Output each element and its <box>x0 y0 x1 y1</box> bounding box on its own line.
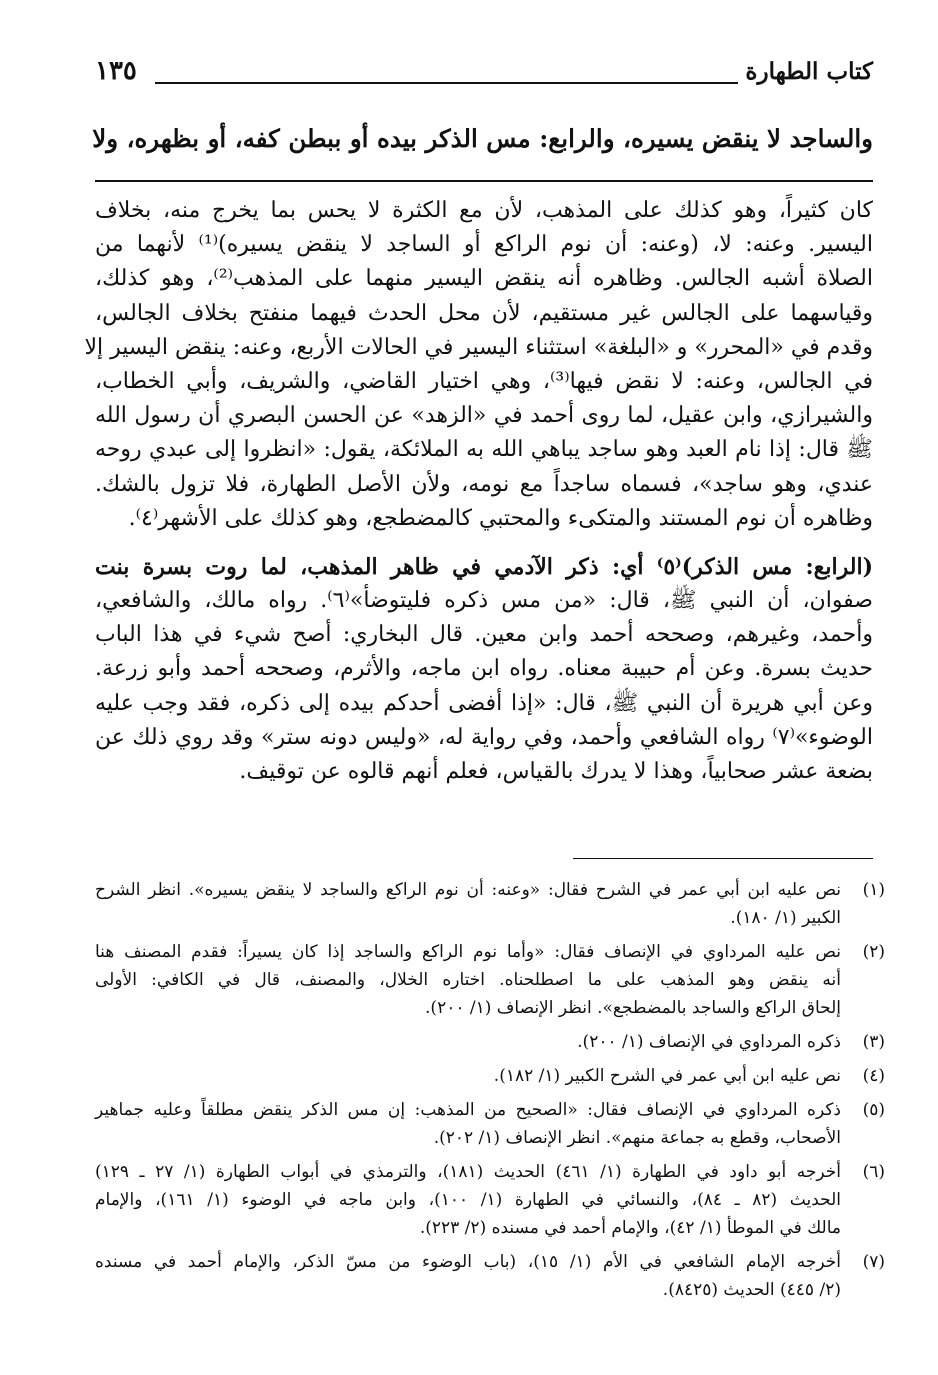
running-header <box>95 58 873 92</box>
footnote-number: (٣) <box>862 1032 885 1052</box>
footnote-line: أخرجه أبو داود في الطهارة (١/ ٤٦١) الحديث (١٨١)، والترمذي في أبواب الطهارة (١/ ٢٧ ـ ١٢٩) <box>95 1162 842 1182</box>
footnote-line: أنه ينقض وهو المذهب على ما اصطلحناه. اختاره الخلال، والمصنف، قال في الكافي: الأولى <box>95 970 841 990</box>
footnote-line: (٢/ ٤٤٥) الحديث (٨٤٢٥). <box>662 1280 841 1300</box>
footnote-number: (٥) <box>862 1100 885 1120</box>
footnote-line: مالك في الموطأ (١/ ٤٢)، والإمام أحمد في مسنده (٢/ ٢٢٣). <box>419 1218 841 1238</box>
footnote-line: ذكره المرداوي في الإنصاف فقال: «الصحيح من المذهب: إن مس الذكر ينقض مطلقاً وعليه جماهير <box>95 1100 841 1120</box>
body-line: عندي، وهو ساجد»، فسماه ساجداً مع نومه، ولأن الأصل الطهارة، فلا تزول بالشك. <box>95 471 873 497</box>
body-line: ﷺ قال: إذا نام العبد وهو ساجد يباهي الله به الملائكة، يقول: «انظروا إلى عبدي روحه <box>95 437 873 463</box>
footnote-number: (٤) <box>862 1066 885 1086</box>
body-line: والشيرازي، وابن عقيل، لما روى أحمد في «الزهد» عن الحسن البصري أن رسول الله <box>95 403 873 429</box>
body-line: صفوان، أن النبي ﷺ، قال: «من مس ذكره فليتوضأ»⁽٦⁾. رواه مالك، والشافعي، <box>95 588 873 614</box>
body-line: الوضوء»⁽٧⁾ رواه الشافعي وأحمد، وفي رواية له، «وليس دونه ستر» وقد روي ذلك عن <box>95 724 873 750</box>
matn-divider <box>95 180 873 182</box>
footnote-line: الحديث (٨٢ ـ ٨٤)، والنسائي في الطهارة (١/ ١٠٠)، وابن ماجه في الوضوء (١/ ١٦١)، والإمام <box>95 1190 842 1210</box>
footnote-line: نص عليه المرداوي في الإنصاف فقال: «وأما نوم الراكع والساجد إذا كان يسيراً: فقدم المصنف هنا <box>95 942 841 962</box>
header-rule <box>155 82 738 84</box>
commentary-body <box>84 194 874 789</box>
body-line: في الجالس، وعنه: لا نقض فيها⁽³⁾، وهي اختيار القاضي، والشريف، وأبي الخطاب، <box>95 368 873 394</box>
body-line: وظاهره أن نوم المستند والمتكىء والمحتبي كالمضطجع، وهو كذلك على الأشهر⁽٤⁾. <box>128 505 873 531</box>
paragraph-gap <box>95 536 873 550</box>
footnote-line: نص عليه ابن أبي عمر في الشرح الكبير (١/ ١٨٢). <box>493 1066 841 1086</box>
body-line: وعن أبي هريرة أن النبي ﷺ، قال: «إذا أفضى أحدكم بيده إلى ذكره، فقد وجب عليه <box>95 690 873 716</box>
footnote-line: ذكره المرداوي في الإنصاف (١/ ٢٠٠). <box>577 1032 841 1052</box>
footnote-line: نص عليه ابن أبي عمر في الشرح فقال: «وعنه: أن نوم الراكع والساجد لا ينقض يسيره». انظر الشرح <box>95 880 841 900</box>
footnote <box>95 876 885 932</box>
footnote-line: إلحاق الراكع والساجد بالمضطجع». انظر الإنصاف (١/ ٢٠٠). <box>425 998 841 1018</box>
body-line: وقياسهما على الجالس غير مستقيم، لأن محل الحدث فيهما منفتح بخلاف الجالس، <box>95 300 873 326</box>
footnote-number: (٦) <box>862 1162 885 1182</box>
footnote <box>95 1096 885 1152</box>
book-title: كتاب الطهارة <box>745 58 873 85</box>
footnote-line: الكبير (١/ ١٨٠). <box>730 908 841 928</box>
footnote <box>95 938 885 1022</box>
body-line: الصلاة أشبه الجالس. وظاهره أنه ينقض اليسير منهما على المذهب⁽²⁾، وهو كذلك، <box>95 266 874 292</box>
footnote <box>95 1028 885 1056</box>
body-line: حديث بسرة. وعن أم حبيبة معناه. رواه ابن ماجه، والأثرم، وصححه أحمد وأبو زرعة. <box>95 656 873 682</box>
body-line: (الرابع: مس الذكر)⁽٥⁾ أي: ذكر الآدمي في ظاهر المذهب، لما روت بسرة بنت <box>95 553 873 580</box>
page-number: ١٣٥ <box>95 56 137 86</box>
footnote-number: (٧) <box>862 1252 885 1272</box>
body-line: كان كثيراً، وهو كذلك على المذهب، لأن مع الكثرة لا يحس بما يخرج منه، بخلاف <box>95 198 873 223</box>
matn-text: والساجد لا ينقض يسيره، والرابع: مس الذكر بيده أو ببطن كفه، أو بظهره، ولا <box>92 124 873 153</box>
footnote-divider <box>573 858 873 859</box>
footnote-number: (١) <box>862 880 885 900</box>
body-line: بضعة عشر صحابياً، وهذا لا يدرك بالقياس، فعلم أنهم قالوه عن توقيف. <box>239 759 873 784</box>
footnote-line: أخرجه الإمام الشافعي في الأم (١/ ١٥)، (باب الوضوء من مسّ الذكر، والإمام أحمد في مسنده <box>95 1252 841 1272</box>
body-line: وأحمد، وغيرهم، وصححه أحمد وابن معين. قال البخاري: أصح شيء في هذا الباب <box>95 622 873 648</box>
footnotes <box>95 876 885 1310</box>
footnote <box>95 1158 885 1242</box>
footnote-line: الأصحاب، وقطع به جماعة منهم». انظر الإنصاف (١/ ٢٠٢). <box>433 1128 841 1148</box>
footnote <box>95 1062 885 1090</box>
footnote-number: (٢) <box>862 942 885 962</box>
footnote <box>95 1248 885 1304</box>
body-line: اليسير. وعنه: لا، (وعنه: أن نوم الراكع أو الساجد لا ينقض يسيره)⁽¹⁾ لأنهما من <box>95 232 873 258</box>
body-line: وقدم في «المحرر» و «البلغة» استثناء اليسير في الحالات الأربع، وعنه: ينقض اليسير إلا <box>84 334 873 360</box>
